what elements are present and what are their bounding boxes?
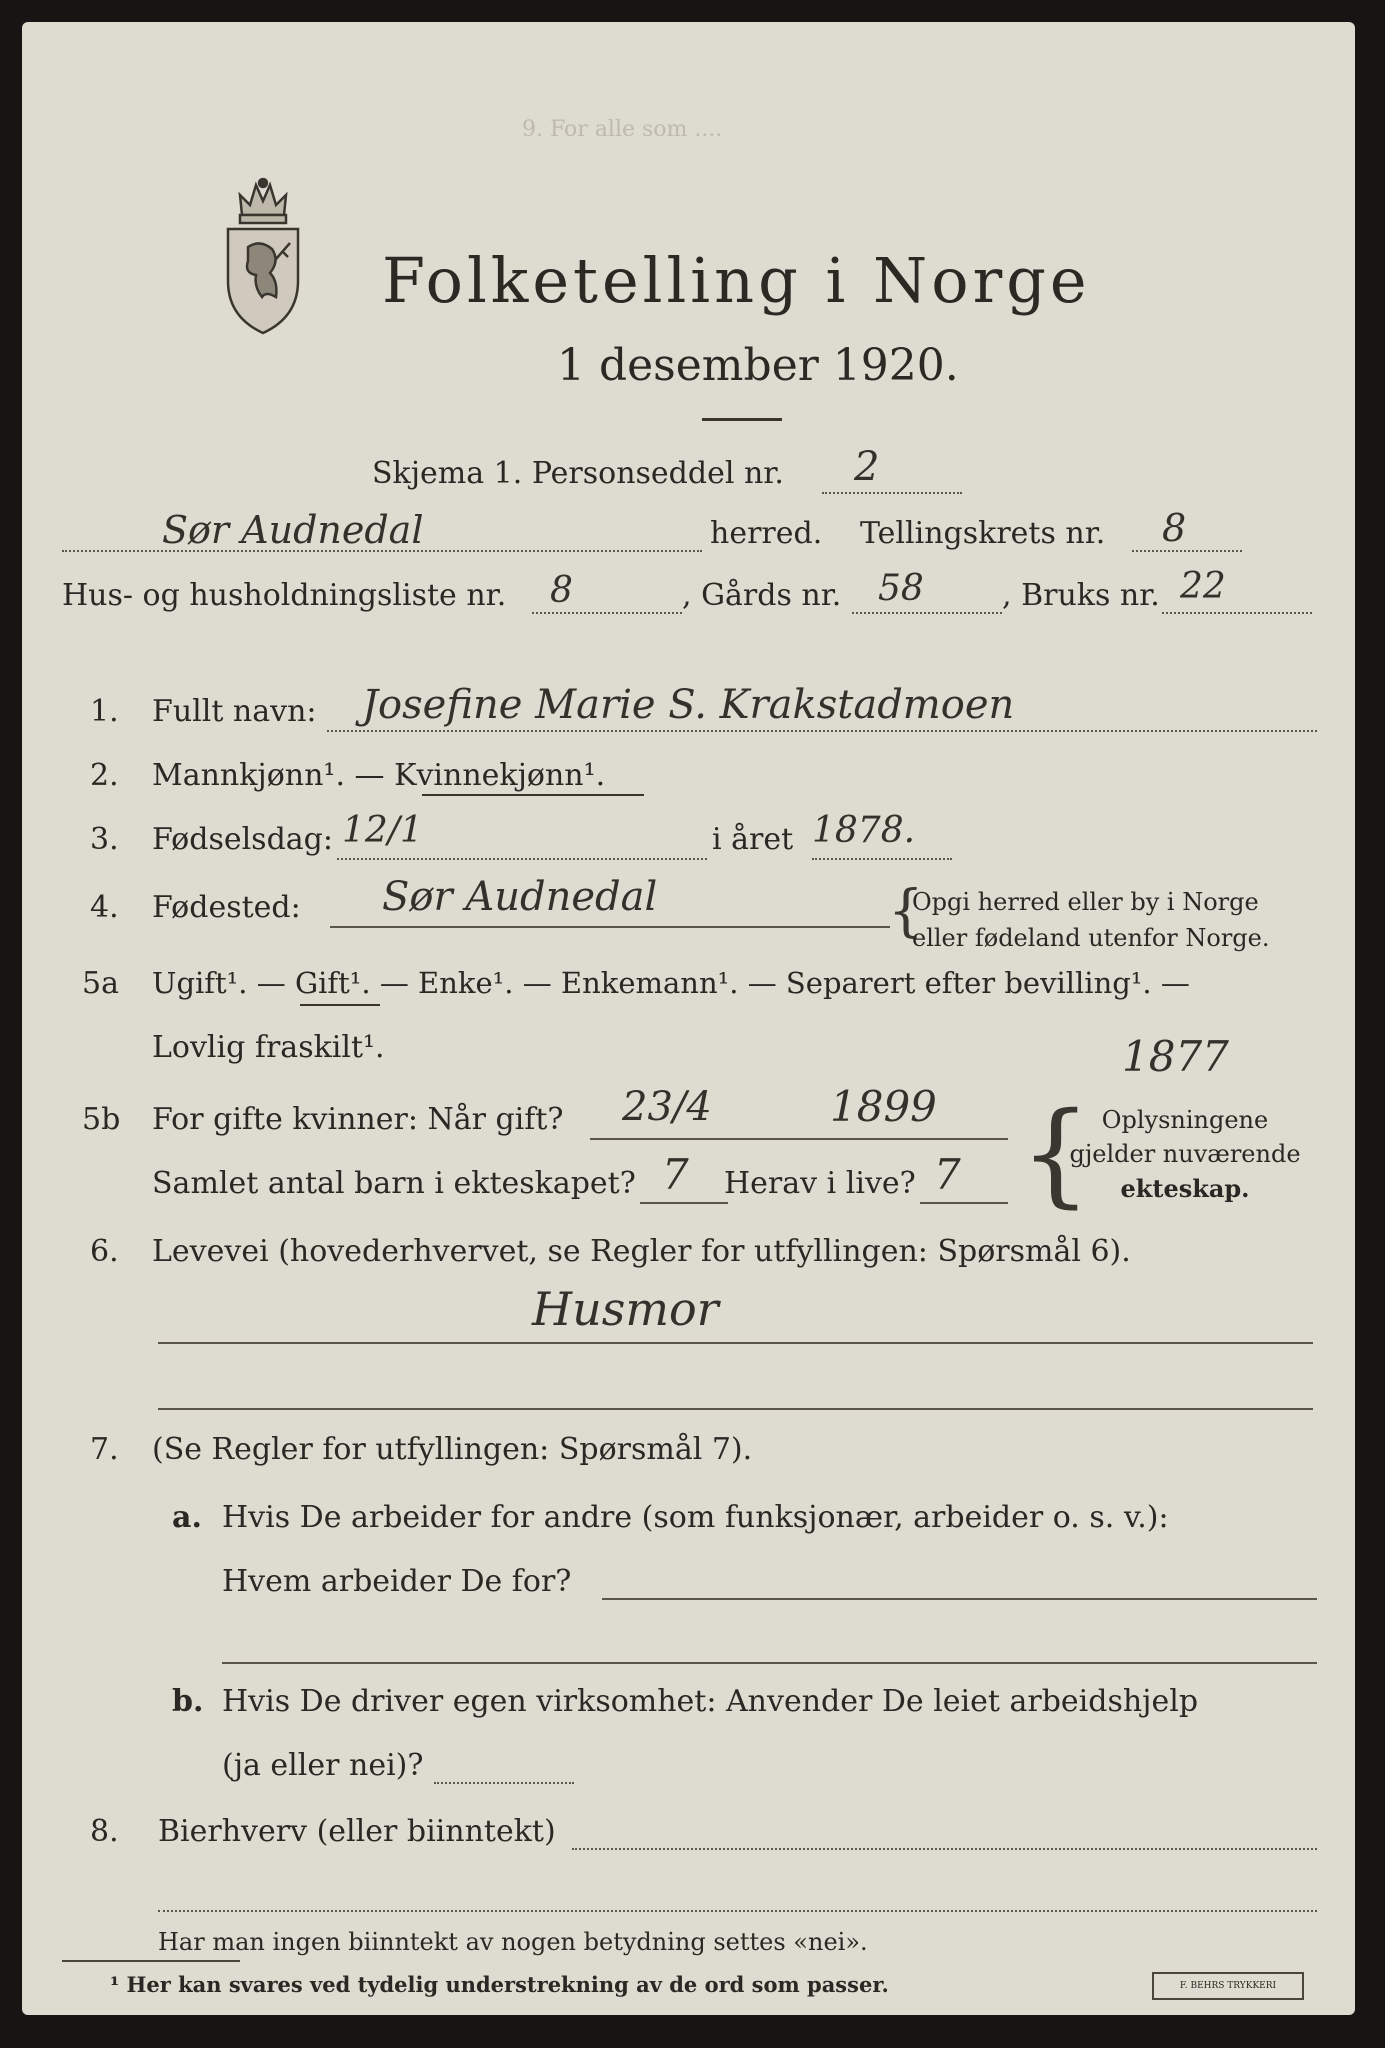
bleed-through-text: 9. For alle som .... xyxy=(522,117,723,142)
q7b-line2: (ja eller nei)? xyxy=(222,1748,424,1783)
hus-label: Hus- og husholdningsliste nr. xyxy=(62,578,507,613)
q7-label: (Se Regler for utfyllingen: Spørsmål 7). xyxy=(152,1432,753,1467)
q7b-number: b. xyxy=(172,1684,204,1719)
q5a-line1: Ugift¹. — Gift¹. — Enke¹. — Enkemann¹. — Separert efter bevilling¹. — xyxy=(152,966,1190,1000)
herred-label: herred. xyxy=(710,516,823,551)
census-form-page xyxy=(22,22,1355,2015)
q7b-line1: Hvis De driver egen virksomhet: Anvender De leiet arbeidshjelp xyxy=(222,1684,1199,1719)
gift-line xyxy=(590,1138,1008,1140)
q3-label: Fødselsdag: xyxy=(152,822,333,857)
q2-label: Mannkjønn¹. — Kvinnekjønn¹. xyxy=(152,758,606,793)
q7a-number: a. xyxy=(172,1500,202,1535)
q5b-note-line3: ekteskap. xyxy=(1120,1174,1250,1203)
marriage-year-note: 1877 xyxy=(1122,1032,1229,1081)
tellingskrets-line xyxy=(1132,550,1242,552)
q1-line xyxy=(327,730,1317,732)
tellingskrets-label: Tellingskrets nr. xyxy=(860,516,1106,551)
herred-value: Sør Audnedal xyxy=(162,508,424,552)
tellingskrets-value: 8 xyxy=(1162,506,1187,550)
q5b-note-line2: gjelder nuværende xyxy=(1069,1140,1301,1168)
form-title: Folketelling i Norge xyxy=(382,244,1091,317)
q7-number: 7. xyxy=(90,1432,119,1467)
aaret-line xyxy=(812,858,952,860)
q7a-line2: Hvem arbeider De for? xyxy=(222,1564,572,1599)
living-children-value: 7 xyxy=(934,1150,961,1199)
q7a-line1: Hvis De arbeider for andre (som funksjonær, arbeider o. s. v.): xyxy=(222,1500,1169,1535)
live-label: Herav i live? xyxy=(724,1166,916,1201)
aaret-label: i året xyxy=(712,822,794,857)
q7b-line xyxy=(434,1782,574,1784)
birth-year-value: 1878. xyxy=(812,810,916,851)
birthday-value: 12/1 xyxy=(342,810,423,851)
children-value: 7 xyxy=(662,1150,689,1199)
footnote: ¹ Her kan svares ved tydelig understrekning av de ord som passer. xyxy=(110,1972,889,1997)
q6-number: 6. xyxy=(90,1234,119,1269)
q4-line xyxy=(330,926,890,928)
q1-label: Fullt navn: xyxy=(152,694,317,729)
marriage-date-value: 23/4 xyxy=(622,1084,712,1130)
q6-line1 xyxy=(158,1342,1313,1344)
occupation-value: Husmor xyxy=(532,1282,719,1336)
q5b-brace: { xyxy=(1020,1089,1092,1219)
hus-line xyxy=(532,612,682,614)
q4-brace: { xyxy=(888,879,924,944)
marriage-year-value: 1899 xyxy=(830,1082,937,1131)
q6-label: Levevei (hovederhvervet, se Regler for utfyllingen: Spørsmål 6). xyxy=(152,1234,1131,1269)
q2-number: 2. xyxy=(90,758,119,793)
schema-label: Skjema 1. Personseddel nr. xyxy=(372,456,784,491)
hus-value: 8 xyxy=(550,570,573,611)
q8-number: 8. xyxy=(90,1814,119,1849)
footnote-divider xyxy=(62,1960,240,1962)
q6-line2 xyxy=(158,1408,1313,1410)
q3-number: 3. xyxy=(90,822,119,857)
q4-number: 4. xyxy=(90,890,119,925)
title-divider xyxy=(702,418,782,421)
gards-line xyxy=(852,612,1002,614)
q4-label: Fødested: xyxy=(152,890,301,925)
kvinnekjonn-underline xyxy=(422,794,644,796)
q1-number: 1. xyxy=(90,694,119,729)
printer-stamp: F. BEHRS TRYKKERI xyxy=(1152,1972,1304,2000)
q5b-number: 5b xyxy=(82,1102,121,1137)
gards-label: , Gårds nr. xyxy=(682,578,842,613)
q7a-line xyxy=(602,1598,1317,1600)
gards-value: 58 xyxy=(878,568,924,609)
q5a-line2: Lovlig fraskilt¹. xyxy=(152,1030,385,1065)
birthplace-value: Sør Audnedal xyxy=(382,874,658,920)
q5b-note-line1: Oplysningene xyxy=(1101,1106,1269,1134)
q8-label: Bierhverv (eller biinntekt) xyxy=(158,1814,556,1849)
q8-line2 xyxy=(158,1910,1317,1912)
barn-line xyxy=(640,1202,728,1204)
footer-note: Har man ingen biinntekt av nogen betydning settes «nei». xyxy=(158,1928,868,1956)
q7a-line2-rule xyxy=(222,1662,1317,1664)
full-name-value: Josefine Marie S. Krakstadmoen xyxy=(362,682,1015,728)
q5b-label: For gifte kvinner: Når gift? xyxy=(152,1102,564,1137)
bruks-label: , Bruks nr. xyxy=(1002,578,1160,613)
barn-label: Samlet antal barn i ekteskapet? xyxy=(152,1166,636,1201)
q4-note-line2: eller fødeland utenfor Norge. xyxy=(912,924,1270,952)
form-date: 1 desember 1920. xyxy=(557,340,959,391)
live-line xyxy=(920,1202,1008,1204)
q4-note-line1: Opgi herred eller by i Norge xyxy=(912,888,1259,916)
personseddel-value: 2 xyxy=(854,444,880,490)
q3-line xyxy=(337,858,707,860)
bruks-value: 22 xyxy=(1180,566,1226,607)
personseddel-line xyxy=(822,492,962,494)
bruks-line xyxy=(1162,612,1312,614)
gift-underline xyxy=(300,1004,380,1006)
q8-line1 xyxy=(572,1848,1317,1850)
q5a-number: 5a xyxy=(82,966,119,1001)
norwegian-coat-of-arms-icon xyxy=(220,177,306,337)
